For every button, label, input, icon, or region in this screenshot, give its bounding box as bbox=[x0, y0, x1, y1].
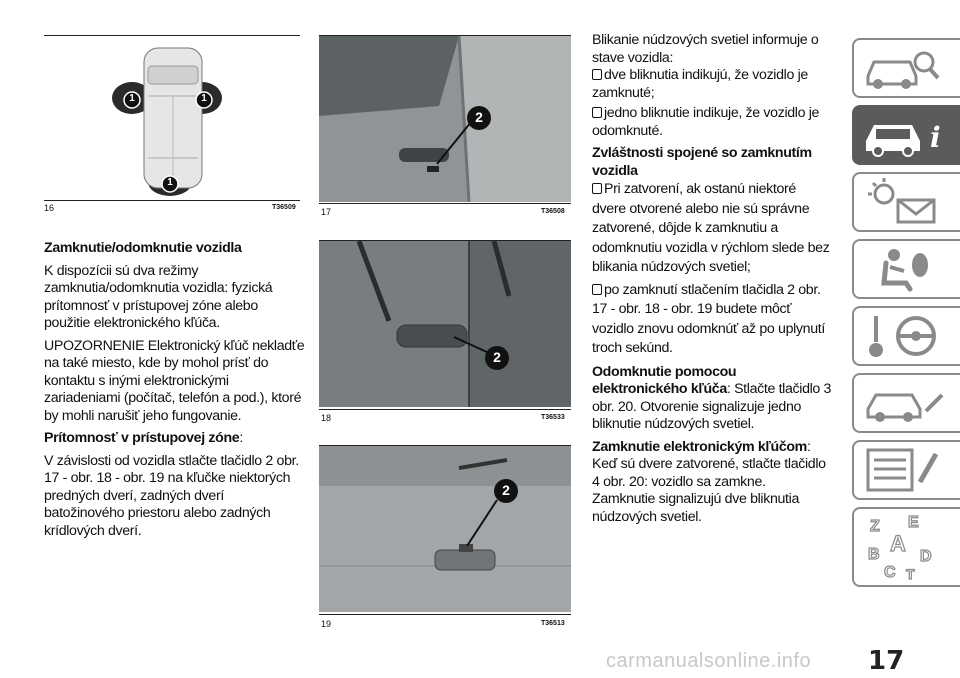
figure-19-tailgate-handle-photo bbox=[319, 446, 571, 612]
watermark: carmanualsonline.info bbox=[606, 650, 812, 672]
special-title: Zvláštnosti spojené so zamknutím vozidla bbox=[592, 145, 812, 179]
svg-text:i: i bbox=[930, 121, 941, 154]
callout-1-left: 1 bbox=[129, 93, 135, 104]
tab-car-service[interactable] bbox=[852, 373, 960, 433]
tab-car-info[interactable] bbox=[852, 105, 960, 165]
svg-text:A: A bbox=[890, 531, 906, 556]
unlock-title: Odomknutie pomocou elektronického kľúča bbox=[592, 363, 737, 397]
callout-1-rear: 1 bbox=[167, 177, 173, 188]
fig17-bottom-rule bbox=[319, 203, 571, 204]
car-service-icon bbox=[854, 375, 954, 431]
figure-18-rear-door-handle-photo bbox=[319, 241, 571, 407]
tab-seat-airbag[interactable] bbox=[852, 239, 960, 299]
fig16-code: T36509 bbox=[272, 204, 296, 211]
fig16-number: 16 bbox=[44, 203, 55, 213]
car-info-icon bbox=[854, 107, 954, 163]
fig18-bottom-rule bbox=[319, 409, 571, 410]
svg-text:D: D bbox=[920, 548, 932, 565]
blink-intro: Blikanie núdzových svetiel informuje o stave vozidla: bbox=[592, 32, 819, 66]
unlock-text: : Stlačte tlačidlo 3 obr. 20. Otvorenie signalizuje jedno bliknutie núdzových svetiel. bbox=[592, 381, 832, 432]
lock-title: Zamknutie elektronickým kľúčom bbox=[592, 438, 807, 455]
bullet-icon bbox=[592, 107, 602, 118]
fig17-callout-2: 2 bbox=[475, 109, 483, 125]
tab-car-magnifier[interactable] bbox=[852, 38, 960, 98]
presence-colon: : bbox=[239, 430, 243, 446]
bullet-icon bbox=[592, 183, 602, 194]
presence-title: Prítomnosť v prístupovej zóne bbox=[44, 430, 240, 446]
section-heading: Zamknutie/odomknutie vozidla bbox=[44, 240, 242, 256]
bullet-icon bbox=[592, 69, 602, 80]
bullet-two-blinks: dve bliknutia indikujú, že vozidlo je zamknuté; bbox=[592, 67, 808, 101]
svg-text:Z: Z bbox=[870, 518, 880, 535]
intro-paragraph: K dispozícii sú dva režimy zamknutia/odomknutia vozidla: fyzická prítomnosť v prístupovej zóne alebo použitie elektronického kľúča. bbox=[44, 262, 273, 331]
tab-checklist[interactable] bbox=[852, 440, 960, 500]
warning-light-envelope-icon bbox=[854, 174, 954, 230]
car-magnifier-icon bbox=[854, 40, 954, 96]
fig18-code: T36533 bbox=[541, 414, 565, 421]
key-steering-icon bbox=[854, 308, 954, 364]
left-text-column bbox=[44, 240, 306, 545]
callout-1-right: 1 bbox=[201, 93, 207, 104]
fig19-code: T36513 bbox=[541, 620, 565, 627]
fig19-number: 19 bbox=[321, 619, 332, 629]
checklist-icon bbox=[854, 442, 954, 498]
tab-key-steering[interactable] bbox=[852, 306, 960, 366]
fig18-callout-2: 2 bbox=[493, 349, 501, 365]
svg-text:C: C bbox=[884, 564, 896, 581]
warning-paragraph: UPOZORNENIE Elektronický kľúč nekladťe na také miesto, kde by mohol prísť do kontaktu s inými elektronickými zariadeniami (počítač, telefón a pod.), ktoré by mohli narušiť jeho fungovanie. bbox=[44, 337, 305, 424]
figure-17-door-handle-photo bbox=[319, 36, 571, 202]
fig19-callout-2: 2 bbox=[502, 482, 510, 498]
figure-16-van-top-view bbox=[44, 38, 300, 198]
alphabet-index-icon bbox=[854, 509, 954, 585]
right-text-column bbox=[592, 32, 832, 531]
page-number: 17 bbox=[868, 646, 905, 676]
bullet-icon bbox=[592, 284, 602, 295]
presence-text: V závislosti od vozidla stlačte tlačidlo 2 obr. 17 - obr. 18 - obr. 19 na kľučke niektorých predných dverí, zadných dverí batožinového priestoru alebo zadných krídlových dverí. bbox=[44, 452, 299, 539]
svg-text:B: B bbox=[868, 546, 880, 563]
seat-airbag-icon bbox=[854, 241, 954, 297]
lock-text: : Keď sú dvere zatvorené, stlačte tlačidlo 4 obr. 20: vozidlo sa zamkne. Zamknutie signalizujú dve bliknutia núdzových svetiel. bbox=[592, 438, 826, 525]
bullet-one-blink: jedno bliknutie indikuje, že vozidlo je odomknuté. bbox=[592, 105, 820, 139]
fig16-top-rule bbox=[44, 35, 300, 36]
tab-warning-lights[interactable] bbox=[852, 172, 960, 232]
fig18-number: 18 bbox=[321, 413, 332, 423]
svg-text:T: T bbox=[906, 566, 915, 582]
fig17-number: 17 bbox=[321, 207, 332, 217]
fig19-bottom-rule bbox=[319, 614, 571, 615]
fig16-bottom-rule bbox=[44, 200, 300, 201]
svg-text:E: E bbox=[908, 514, 919, 531]
bullet-three-seconds: po zamknutí stlačením tlačidla 2 obr. 17 - obr. 18 - obr. 19 budete môcť vozidlo znovu odomknúť až po uplynutí troch sekúnd. bbox=[592, 281, 825, 356]
tab-alphabet-index[interactable] bbox=[852, 507, 960, 587]
bullet-open-doors: Pri zatvorení, ak ostanú niektoré dvere otvorené alebo nie sú správne zatvorené, dôjde k zamknutiu a odomknutiu vozidla v rýchlom slede bez blikania núdzových svetiel; bbox=[592, 181, 830, 275]
fig17-code: T36508 bbox=[541, 208, 565, 215]
